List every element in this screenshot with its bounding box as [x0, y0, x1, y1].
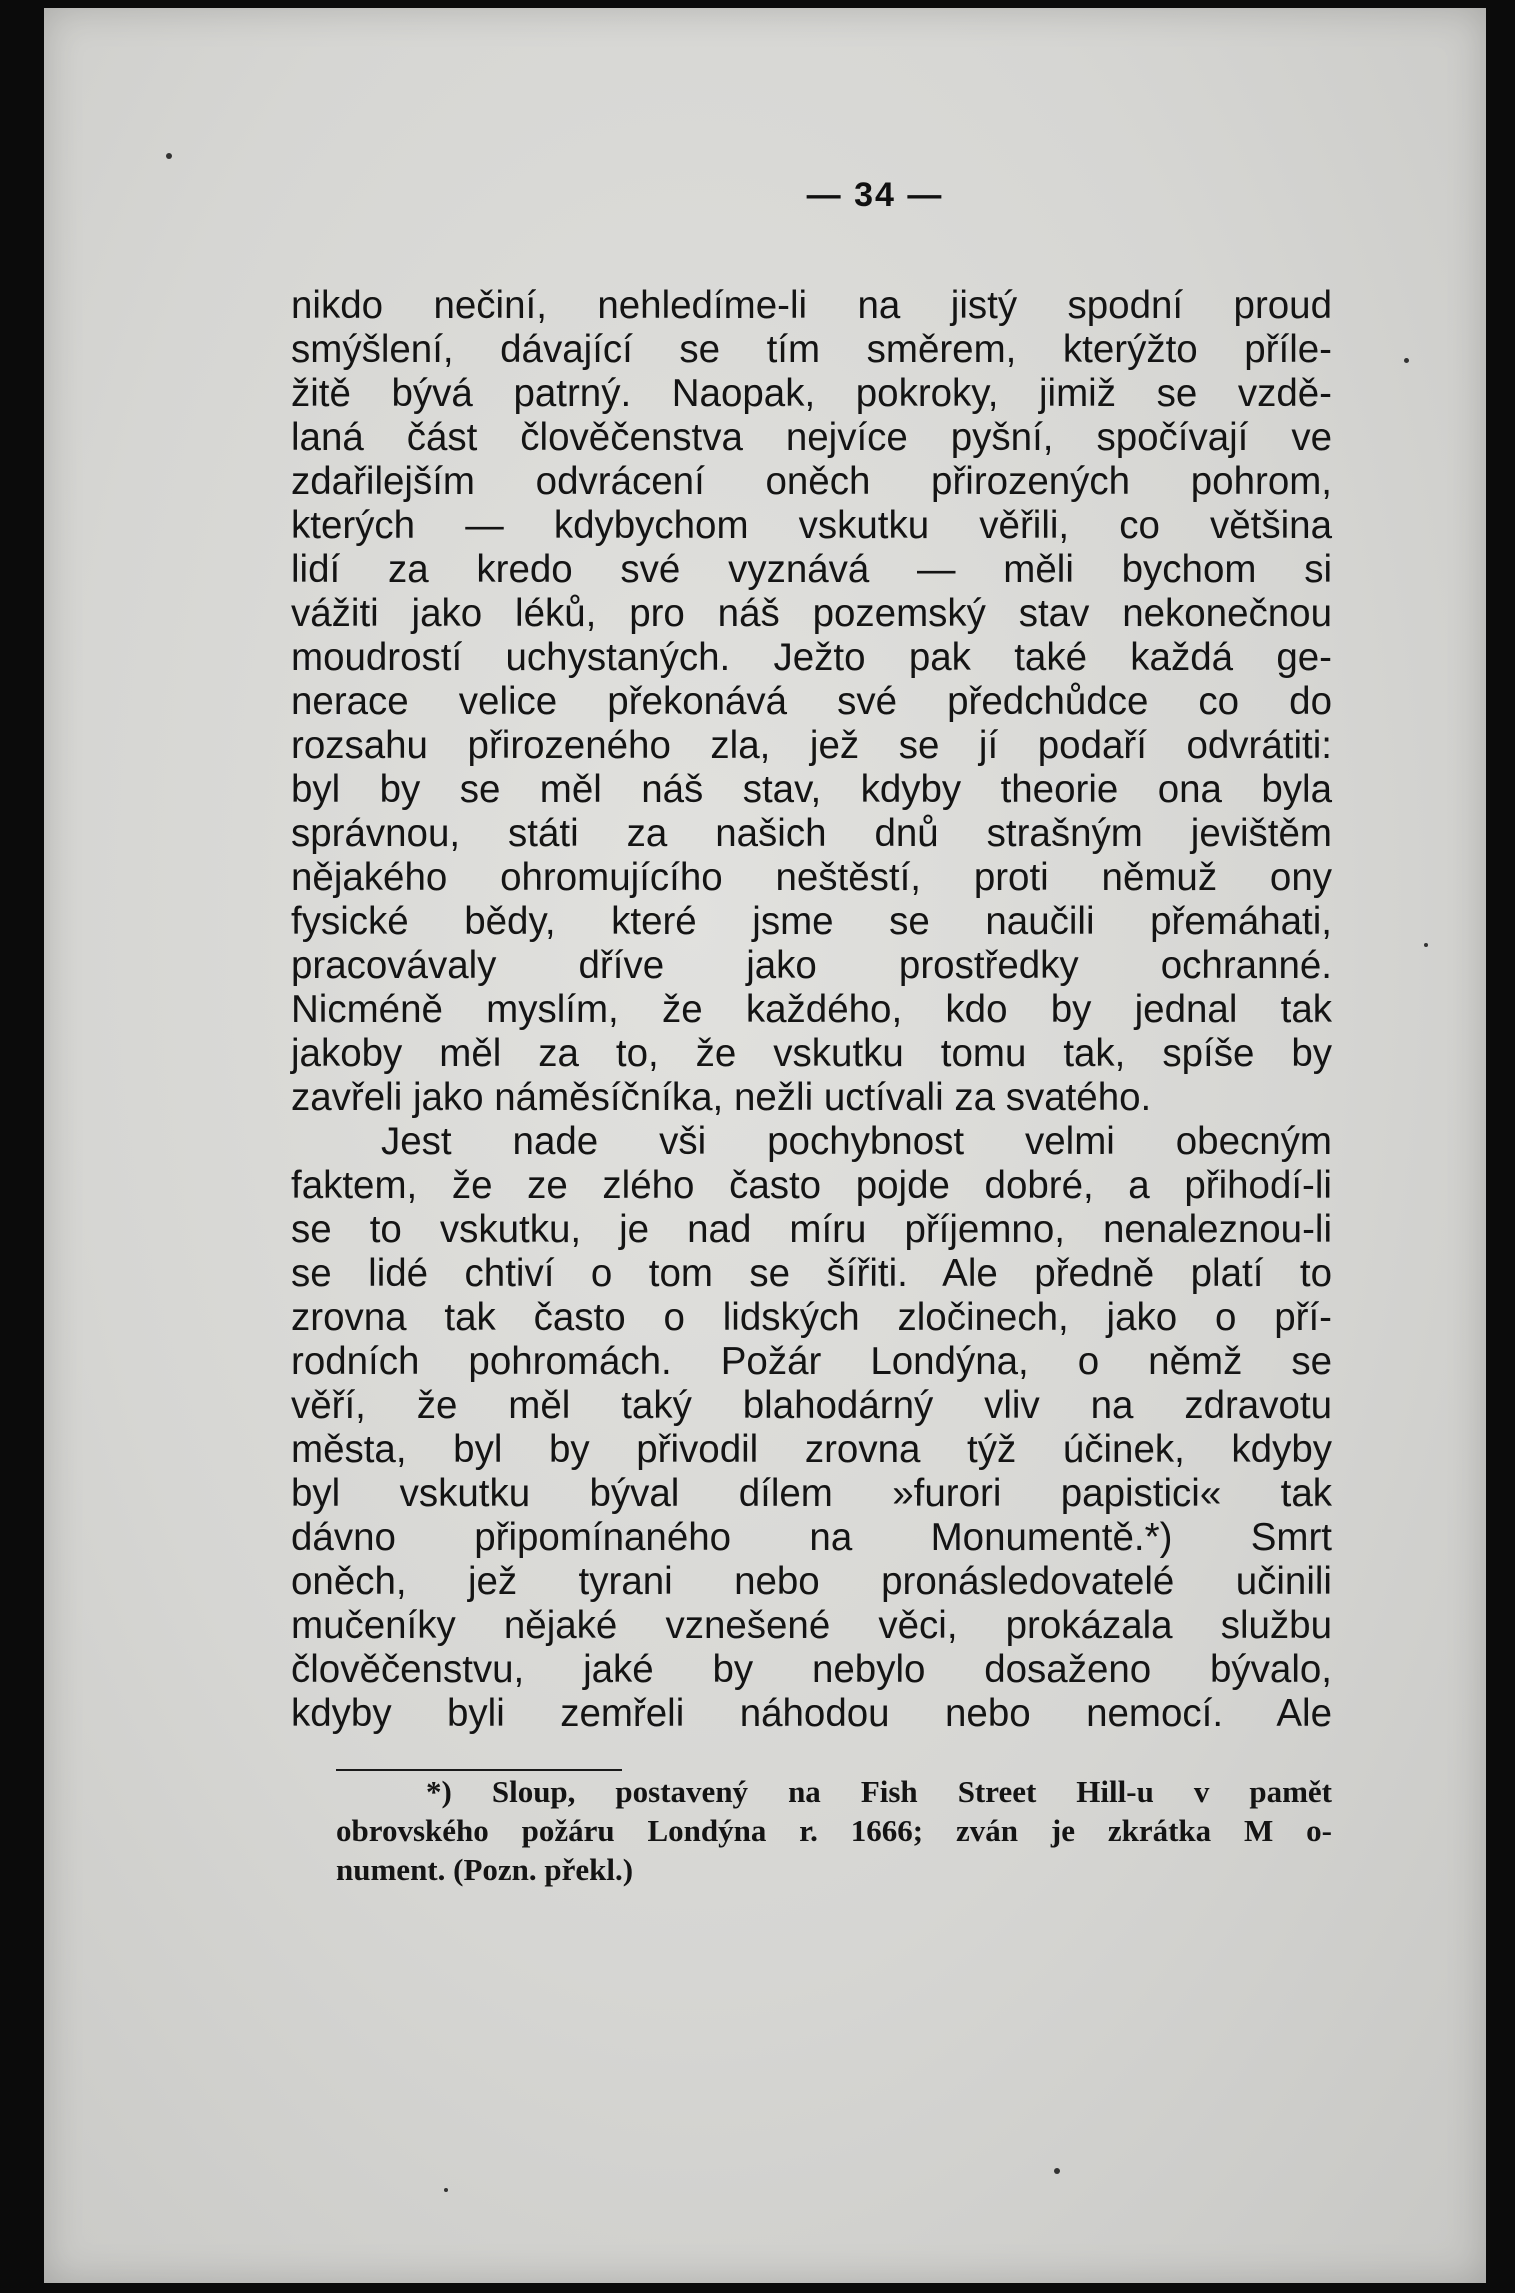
text-line: fysické bědy, které jsme se naučili přemáhati, [291, 900, 1332, 943]
text-line: dávno připomínaného na Monumentě.*) Smrt [291, 1516, 1332, 1559]
text-line: zrovna tak často o lidských zločinech, jako o pří- [291, 1296, 1332, 1339]
text-line: rozsahu přirozeného zla, jež se jí podaří odvrátiti: [291, 724, 1332, 767]
text-line: Nicméně myslím, že každého, kdo by jednal tak [291, 988, 1332, 1031]
text-line: města, byl by přivodil zrovna týž účinek, kdyby [291, 1428, 1332, 1471]
footnote-line: nument. (Pozn. překl.) [336, 1852, 634, 1887]
text-line: kdyby byli zemřeli náhodou nebo nemocí. Ale [291, 1692, 1332, 1735]
footnote-line: *) Sloup, postavený na Fish Street Hill-u v pamět [426, 1774, 1332, 1809]
paper-speck [1424, 943, 1428, 947]
text-line: lidí za kredo své vyznává — měli bychom si [291, 548, 1332, 591]
text-line: pracovávaly dříve jako prostředky ochranné. [291, 944, 1332, 987]
text-line: věří, že měl taký blahodárný vliv na zdravotu [291, 1384, 1332, 1427]
text-line: laná část člověčenstva nejvíce pyšní, spočívají ve [291, 416, 1332, 459]
text-line: zavřeli jako náměsíčníka, nežli uctívali za svatého. [291, 1076, 1152, 1119]
page-number: — 34 — [806, 176, 944, 214]
text-line-paragraph-start: Jest nade vši pochybnost velmi obecným [381, 1120, 1332, 1163]
text-line: zdařilejším odvrácení oněch přirozených pohrom, [291, 460, 1332, 503]
text-line: nikdo nečiní, nehledíme-li na jistý spodní proud [291, 284, 1332, 327]
footnote-line: obrovského požáru Londýna r. 1666; zván je zkrátka M o- [336, 1813, 1332, 1848]
text-line: byl by se měl náš stav, kdyby theorie ona byla [291, 768, 1332, 811]
paper-speck [166, 153, 172, 159]
text-line: se lidé chtiví o tom se šířiti. Ale předně platí to [291, 1252, 1332, 1295]
text-line: jakoby měl za to, že vskutku tomu tak, spíše by [291, 1032, 1332, 1075]
text-line: vážiti jako léků, pro náš pozemský stav nekonečnou [291, 592, 1332, 635]
text-line: moudrostí uchystaných. Ježto pak také každá ge- [291, 636, 1332, 679]
paper-speck [1404, 358, 1409, 363]
text-line: mučeníky nějaké vznešené věci, prokázala službu [291, 1604, 1332, 1647]
text-line: byl vskutku býval dílem »furori papistici« tak [291, 1472, 1332, 1515]
paper-speck [444, 2188, 448, 2192]
footnote [336, 1772, 1332, 1889]
text-line: člověčenstvu, jaké by nebylo dosaženo bývalo, [291, 1648, 1332, 1691]
text-line: žitě bývá patrný. Naopak, pokroky, jimiž se vzdě- [291, 372, 1332, 415]
text-line: rodních pohromách. Požár Londýna, o němž se [291, 1340, 1332, 1383]
text-line: faktem, že ze zlého často pojde dobré, a přihodí-li [291, 1164, 1332, 1207]
text-line: oněch, jež tyrani nebo pronásledovatelé učinili [291, 1560, 1332, 1603]
text-line: nerace velice překonává své předchůdce co do [291, 680, 1332, 723]
text-line: se to vskutku, je nad míru příjemno, nenaleznou-li [291, 1208, 1332, 1251]
paper-speck [1054, 2168, 1060, 2174]
text-line: smýšlení, dávající se tím směrem, kterýžto příle- [291, 328, 1332, 371]
footnote-divider [336, 1769, 622, 1771]
body-text [291, 284, 1332, 1736]
text-line: kterých — kdybychom vskutku věřili, co většina [291, 504, 1332, 547]
text-line: nějakého ohromujícího neštěstí, proti němuž ony [291, 856, 1332, 899]
text-line: správnou, státi za našich dnů strašným jevištěm [291, 812, 1332, 855]
